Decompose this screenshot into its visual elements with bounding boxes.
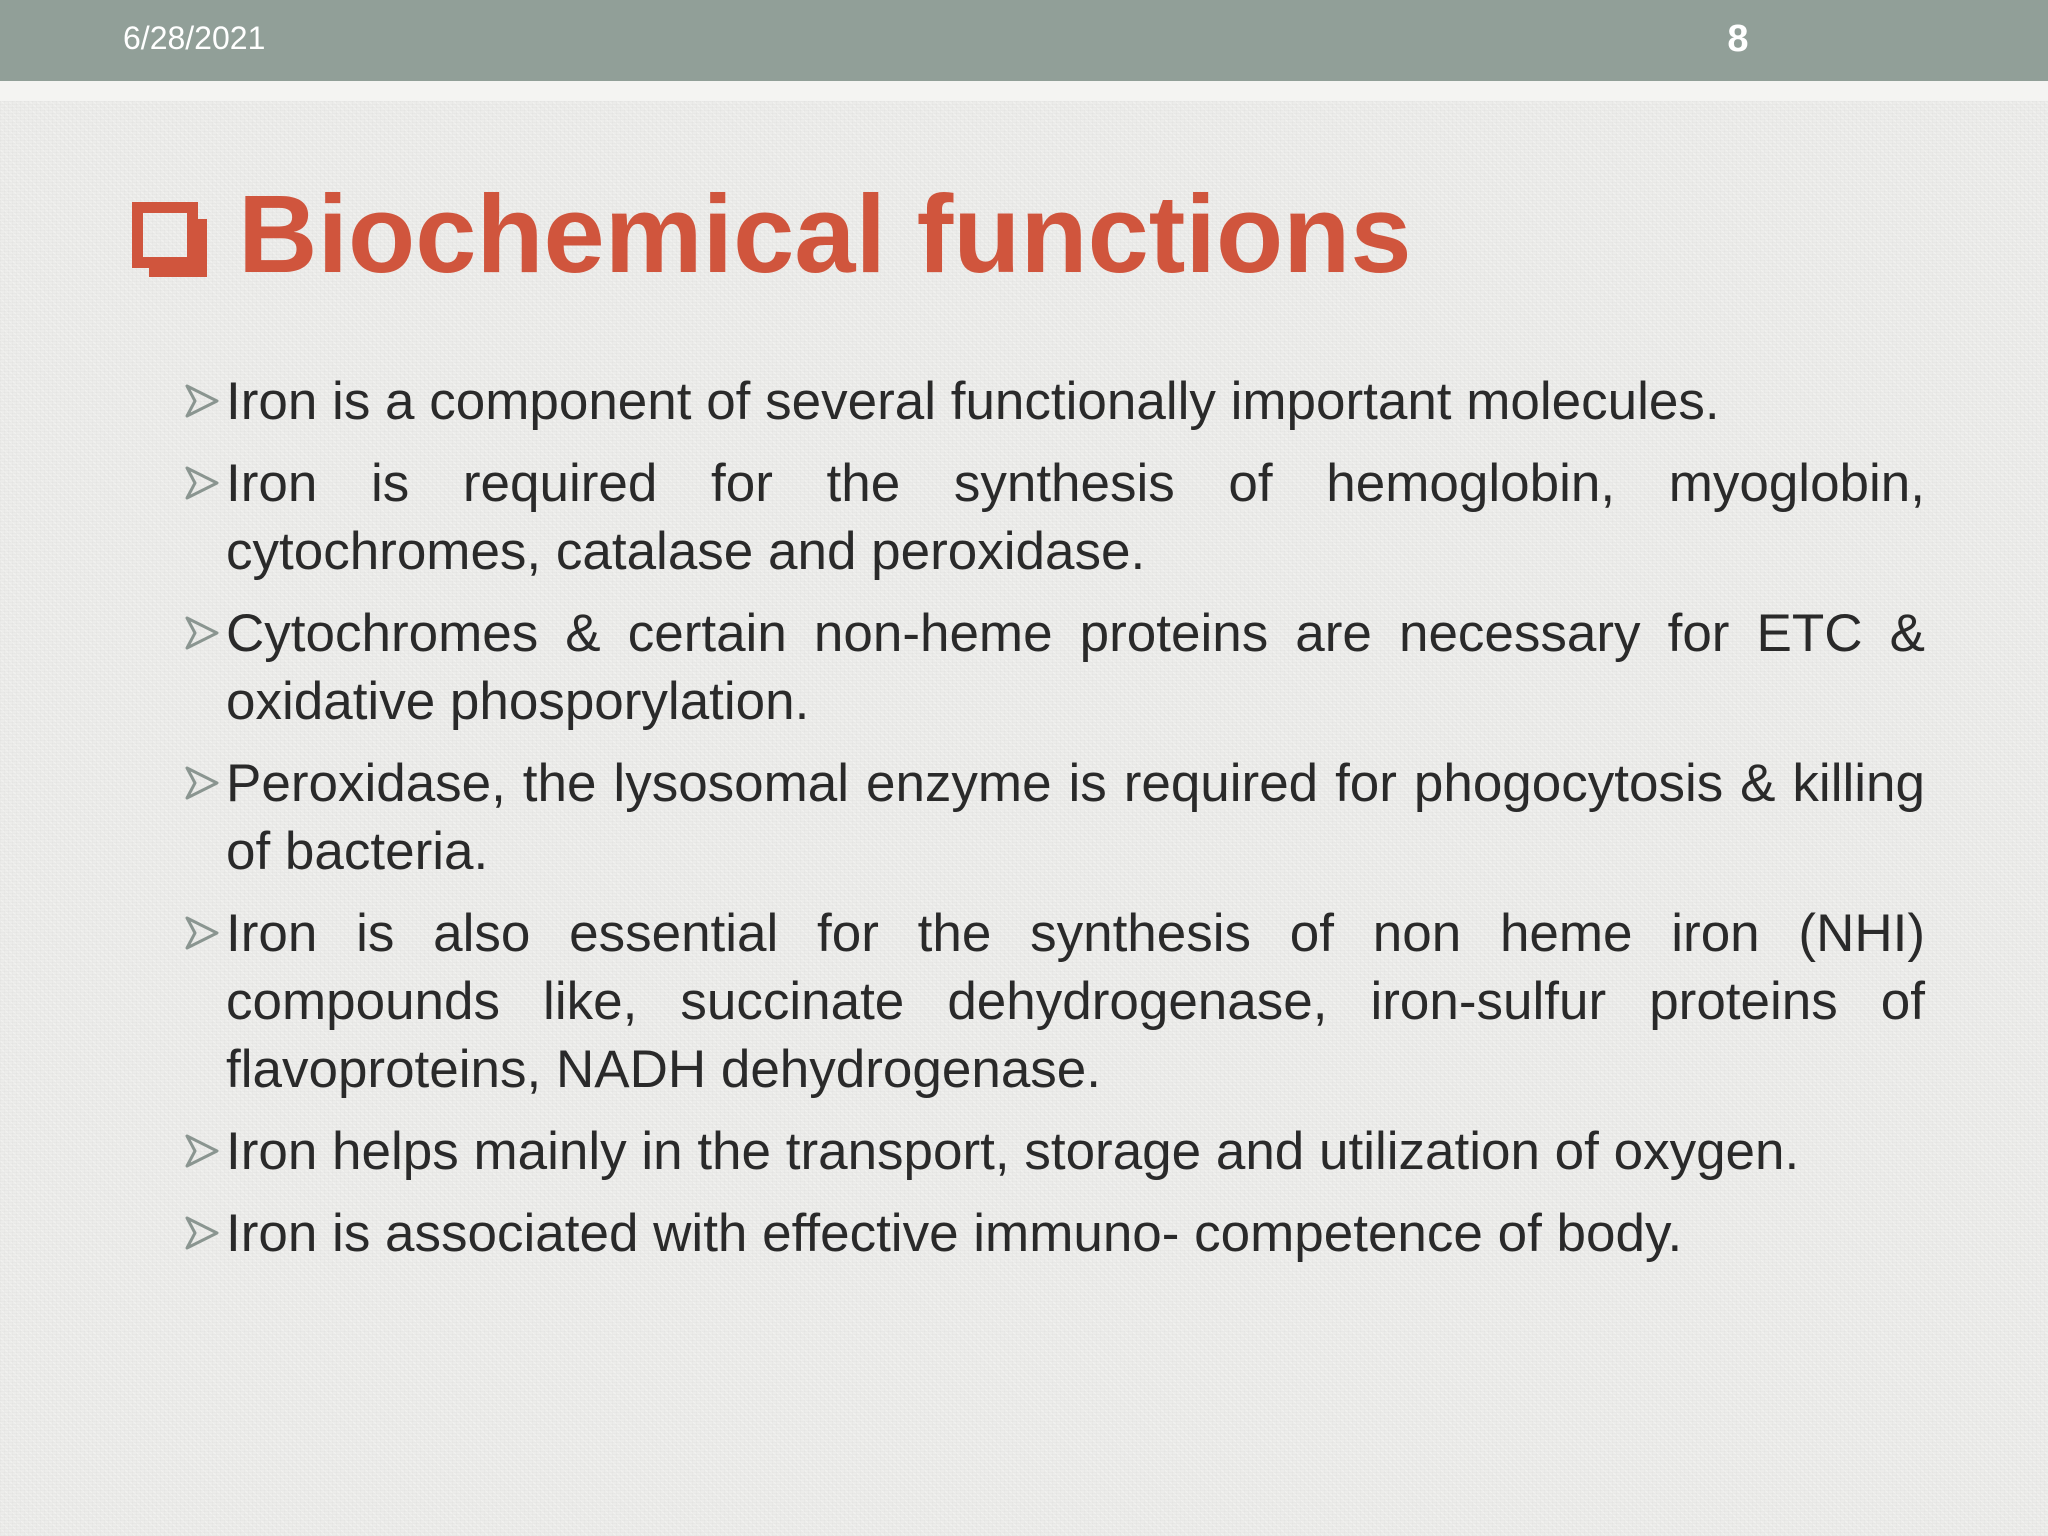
bullet-text: Iron is a component of several functionally important molecules. — [226, 372, 1720, 431]
arrow-bullet-icon — [185, 382, 221, 420]
bullet-item — [185, 1200, 1925, 1268]
bullet-text: Cytochromes & certain non-heme proteins are necessary for ETC & oxidative phosporylation. — [226, 604, 1925, 731]
header-divider — [0, 81, 2048, 101]
bullet-text: Iron helps mainly in the transport, storage and utilization of oxygen. — [226, 1122, 1800, 1181]
arrow-bullet-icon — [185, 914, 221, 952]
slide-number: 8 — [1727, 18, 1749, 60]
bullet-item — [185, 1118, 1925, 1186]
bullet-item — [185, 900, 1925, 1104]
bullet-item — [185, 750, 1925, 886]
bullet-text: Peroxidase, the lysosomal enzyme is required for phogocytosis & killing of bacteria. — [226, 754, 1925, 881]
arrow-bullet-icon — [185, 464, 221, 502]
arrow-bullet-icon — [185, 764, 221, 802]
bullet-item — [185, 368, 1925, 436]
bullet-item — [185, 450, 1925, 586]
bullet-list — [185, 368, 1925, 1282]
arrow-bullet-icon — [185, 1132, 221, 1170]
slide-title — [132, 170, 1412, 300]
bullet-text: Iron is associated with effective immuno- competence of body. — [226, 1204, 1683, 1263]
bullet-item — [185, 600, 1925, 736]
bullet-text: Iron is also essential for the synthesis of non heme iron (NHI) compounds like, succinate dehydrogenase, iron-sulfur proteins of flavoproteins, NADH dehydrogenase. — [226, 904, 1925, 1099]
arrow-bullet-icon — [185, 614, 221, 652]
arrow-bullet-icon — [185, 1214, 221, 1252]
bullet-text: Iron is required for the synthesis of hemoglobin, myoglobin, cytochromes, catalase and peroxidase. — [226, 454, 1925, 581]
slide-title-text: Biochemical functions — [238, 173, 1412, 296]
slide-date: 6/28/2021 — [123, 20, 266, 56]
hollow-square-icon — [132, 202, 198, 268]
